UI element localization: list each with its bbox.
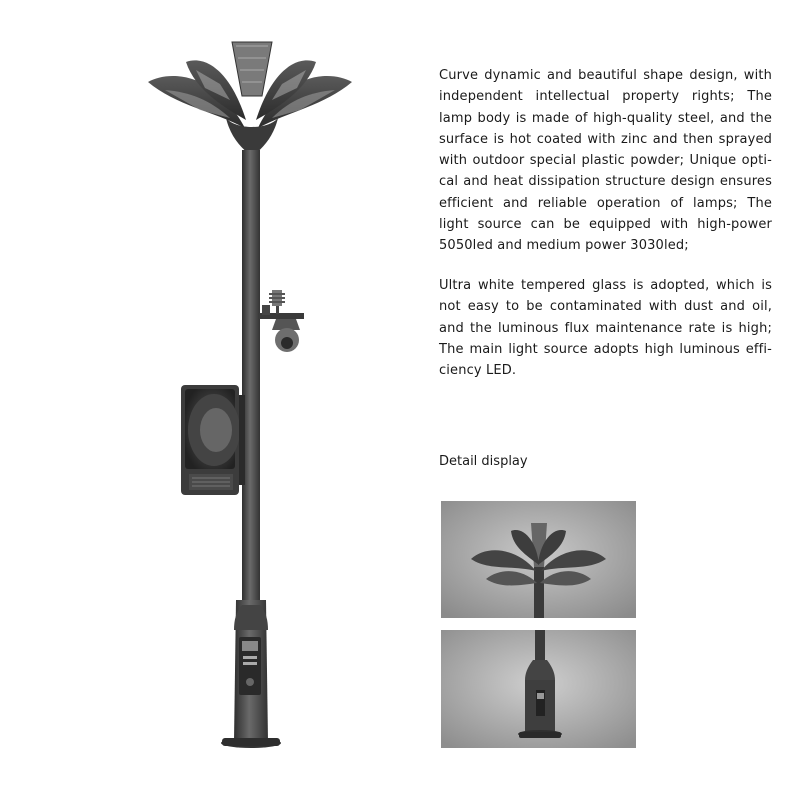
detail-display-heading: Detail display: [439, 454, 528, 469]
description-paragraph-1: Curve dynamic and beautiful shape design, with independent intellectual property rights; The lamp body is made of high-quality steel, and the surface is hot coated with zinc and then sprayed with outdoor special plastic powder; Unique opti-cal and heat dissipation structure design ensures efficient and reliable operation of lamps; The light source can be equipped with high-power 5050led and medium power 3030led;: [439, 68, 772, 254]
detail-image-lamp-head: [441, 501, 636, 618]
flower-lamp-head-icon: [148, 42, 352, 156]
charging-pile-icon: [239, 637, 261, 695]
detail-image-pole-base: [441, 630, 636, 748]
description-paragraph-2: Ultra white tempered glass is adopted, which is not easy to be contaminated with dust and oil, and the luminous flux maintenance rate is high; The main light source adopts high luminous effi-ciency LED.: [439, 278, 772, 379]
dome-camera-icon: [258, 305, 304, 352]
speaker-panel: [181, 385, 245, 495]
weather-sensor-icon: [269, 290, 285, 314]
